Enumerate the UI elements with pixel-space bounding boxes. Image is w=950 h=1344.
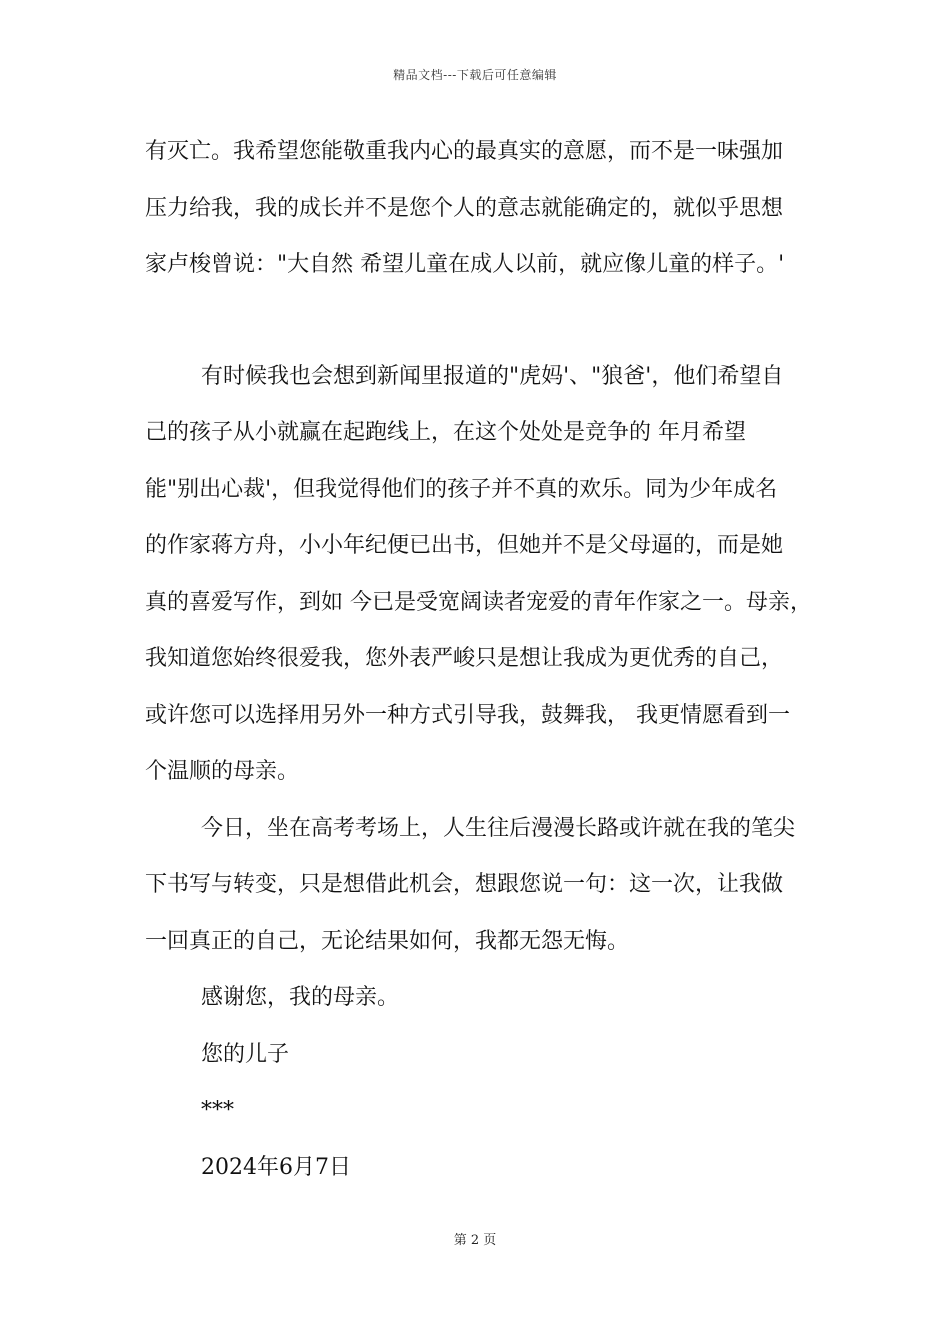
paragraph-gap [145,298,825,353]
paragraph-2-line-1: 有时候我也会想到新闻里报道的"虎妈'、"狼爸'，他们希望自 [201,363,784,389]
paragraph-2-line-3: 能"别出心裁'，但我觉得他们的孩子并不真的欢乐。同为少年成名 [145,476,778,502]
paragraph-3-line-2: 下书写与转变，只是想借此机会，想跟您说一句：这一次，让我做 [145,872,784,897]
letter-body [145,128,825,1200]
signature-title: 您的儿子 [201,1041,290,1067]
paragraph-3-line-1: 今日，坐在高考考场上，人生往后漫漫长路或许就在我的笔尖 [201,815,796,841]
paragraph-2-line-2: 己的孩子从小就赢在起跑线上，在这个处处是竞争的 年月希望 [145,420,746,445]
paragraph-2-line-5: 真的喜爱写作，到如 今已是受宽阔读者宠爱的青年作家之一。母亲， [145,589,812,615]
paragraph-1-line-1: 有灭亡。我希望您能敬重我内心的最真实的意愿，而不是一味强加 [145,139,784,164]
paragraph-2-line-4: 的作家蒋方舟，小小年纪便已出书，但她并不是父母逼的，而是她 [145,533,784,558]
paragraph-1-line-2: 压力给我，我的成长并不是您个人的意志就能确定的，就似乎思想 [145,195,784,221]
signature-name: *** [201,1098,234,1123]
paragraph-1-line-3: 家卢梭曾说："大自然 希望儿童在成人以前，就应像儿童的样子。' [145,252,785,277]
paragraph-2-line-6: 我知道您始终很爱我，您外表严峻只是想让我成为更优秀的自己， [145,646,784,671]
closing-thanks: 感谢您，我的母亲。 [201,985,400,1010]
page-header: 精品文档---下载后可任意编辑 [393,68,557,82]
paragraph-2-line-8: 个温顺的母亲。 [145,759,300,784]
page-number: 第 2 页 [453,1233,497,1248]
paragraph-3-line-3: 一回真正的自己，无论结果如何，我都无怨无悔。 [145,928,630,954]
letter-date: 2024年6月7日 [201,1154,351,1180]
paragraph-2-line-7: 或许您可以选择用另外一种方式引导我，鼓舞我， 我更情愿看到一 [145,702,790,728]
